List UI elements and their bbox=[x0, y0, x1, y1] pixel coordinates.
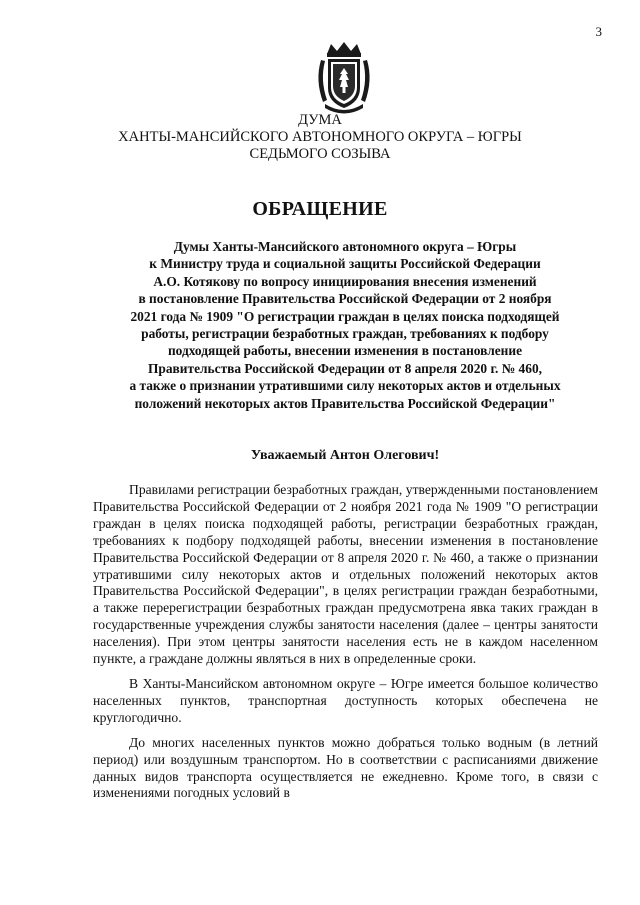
subject-line: Правительства Российской Федерации от 8 апреля 2020 г. № 460, bbox=[148, 360, 542, 376]
page-number: 3 bbox=[595, 24, 602, 39]
subject-line: подходящей работы, внесении изменения в постановление bbox=[167, 343, 523, 359]
subject-line: к Министру труда и социальной защиты Российской Федерации bbox=[149, 256, 541, 272]
body-paragraph: Правилами регистрации безработных граждан, утвержденными постановлением Правительства Российской Федерации от 2 ноября 2021 года № 1909 "О регистрации граждан в целях поиска подходящей работы, регистрации безработных граждан, требованиях к подбору подходящей работы, внесении изменения в постановление Правительства Российской Федерации от 8 апреля 2020 г. № 460, а также о признании утратившими силу некоторых актов и отдельных положений некоторых актов Правительства Российской Федерации", в целях регистрации граждан безработными, а также перерегистрации безработных граждан предусмотрена явка таких граждан в государственные учреждения службы занятости населения (далее – центры занятости населения). При этом центры занятости населения есть не в каждом населенном пункте, а граждане должны являться в них в определенные сроки. bbox=[93, 482, 598, 667]
document-subject bbox=[100, 238, 590, 412]
greeting: Уважаемый Антон Олегович! bbox=[250, 448, 440, 463]
subject-line: 2021 года № 1909 "О регистрации граждан в целях поиска подходящей bbox=[130, 308, 560, 324]
subject-line: а также о признании утратившими силу некоторых актов и отдельных bbox=[129, 378, 561, 394]
subject-line: работы, регистрации безработных граждан, требованиях к подбору bbox=[141, 326, 549, 342]
subject-line: положений некоторых актов Правительства Российской Федерации" bbox=[134, 395, 556, 411]
region-name: ХАНТЫ-МАНСИЙСКОГО АВТОНОМНОГО ОКРУГА – ЮГРЫ bbox=[118, 129, 522, 145]
convocation: СЕДЬМОГО СОЗЫВА bbox=[249, 146, 391, 162]
subject-line: в постановление Правительства Российской Федерации от 2 ноября bbox=[138, 291, 552, 307]
subject-line: А.О. Котякову по вопросу инициирования внесения изменений bbox=[153, 273, 537, 289]
org-name: ДУМА bbox=[298, 112, 342, 128]
subject-line: Думы Ханты-Мансийского автономного округа – Югры bbox=[173, 239, 517, 254]
organization-header bbox=[0, 112, 640, 163]
coat-of-arms-icon bbox=[313, 40, 375, 114]
body-paragraph: В Ханты-Мансийском автономном округе – Югре имеется большое количество населенных пунктов, транспортная доступность которых обеспечена не круглогодично. bbox=[93, 675, 598, 725]
document-title: ОБРАЩЕНИЕ bbox=[252, 198, 388, 220]
body-paragraph: До многих населенных пунктов можно добраться только водным (в летний период) или воздушным транспортом. Но в соответствии с расписаниями движение данных видов транспорта осуществляется не ежедневно. Кроме того, в связи с изменениями погодных условий в bbox=[93, 734, 598, 801]
body-text bbox=[93, 482, 598, 810]
